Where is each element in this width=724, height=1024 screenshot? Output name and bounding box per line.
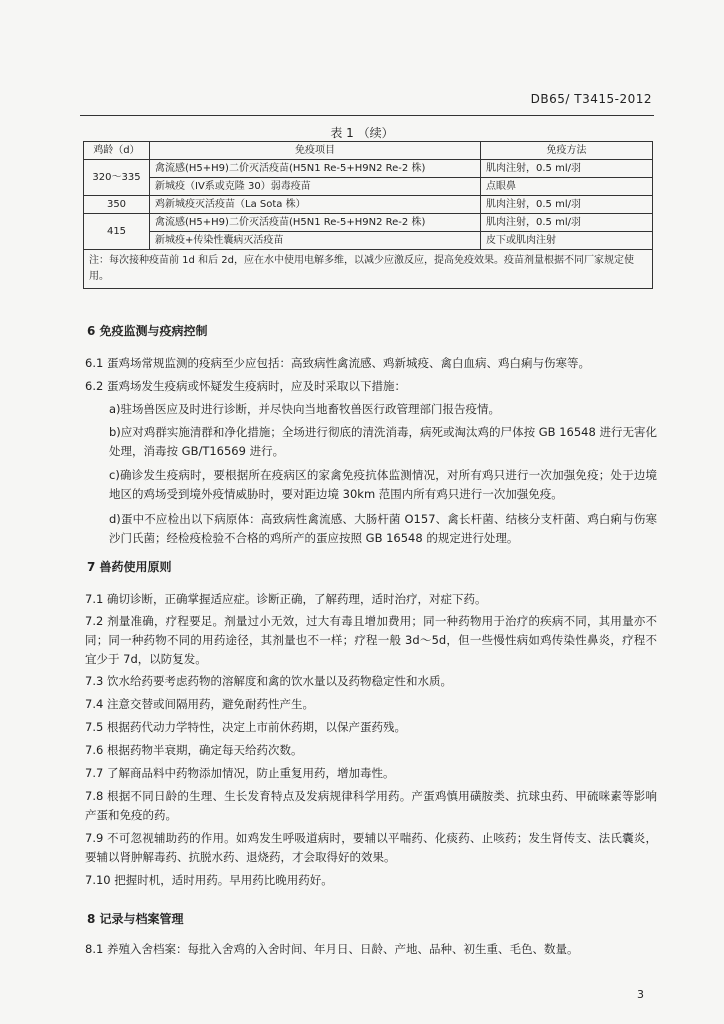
paragraph-7-4: 7.4 注意交替或间隔用药，避免耐药性产生。: [85, 697, 314, 711]
cell-method: 肌肉注射，0.5 ml/羽: [481, 196, 653, 214]
paragraph-7-7: 7.7 了解商品料中药物添加情况，防止重复用药，增加毒性。: [85, 766, 395, 780]
paragraph-7-9: 7.9 不可忽视辅助药的作用。如鸡发生呼吸道病时，要辅以平喘药、化痰药、止咳药；发生肾传支、法氏囊炎，要辅以肾肿解毒药、抗脱水药、退烧药，才会取得好的效果。: [85, 831, 657, 864]
cell-age: 415: [84, 214, 150, 250]
cell-vaccine: 新城疫+传染性囊病灭活疫苗: [150, 232, 481, 250]
table-row: [84, 196, 653, 214]
paragraph-7-3: 7.3 饮水给药要考虑药物的溶解度和禽的饮水量以及药物稳定性和水质。: [85, 674, 452, 688]
paragraph-7-10: 7.10 把握时机，适时用药。早用药比晚用药好。: [85, 873, 333, 887]
paragraph-6-1: 6.1 蛋鸡场常规监测的疫病至少应包括：高致病性禽流感、鸡新城疫、禽白血病、鸡白痢与伤寒等。: [85, 356, 590, 370]
table-note-row: [84, 250, 653, 289]
paragraph-7-2: 7.2 剂量准确，疗程要足。剂量过小无效，过大有毒且增加费用；同一种药物用于治疗的疾病不同，其用量亦不同；同一种药物不同的用药途径，其剂量也不一样；疗程一般 3d～5d，但一些慢性病如鸡传染性鼻炎，疗程不宜少于 7d，以防复发。: [85, 614, 657, 666]
paragraph-7-1: 7.1 确切诊断，正确掌握适应症。诊断正确，了解药理，适时治疗，对症下药。: [85, 592, 487, 606]
paragraph-7-6: 7.6 根据药物半衰期，确定每天给药次数。: [85, 743, 303, 757]
paragraph-6-2-c: c)确诊发生疫病时，要根据所在疫病区的家禽免疫抗体监测情况，对所有鸡只进行一次加强免疫；处于边境地区的鸡场受到境外疫情威胁时，要对距边境 30km 范围内所有鸡只进行一次加强免疫。: [109, 468, 657, 501]
section-8-title: 8 记录与档案管理: [87, 912, 184, 926]
section-7-title: 7 兽药使用原则: [87, 560, 172, 574]
cell-method: 皮下或肌肉注射: [481, 232, 653, 250]
cell-method: 点眼鼻: [481, 178, 653, 196]
paragraph-6-2: 6.2 蛋鸡场发生疫病或怀疑发生疫病时，应及时采取以下措施：: [85, 379, 406, 393]
paragraph-8-1: 8.1 养殖入舍档案：每批入舍鸡的入舍时间、年月日、日龄、产地、品种、初生重、毛色、数量。: [85, 942, 579, 956]
cell-vaccine: 禽流感(H5+H9)二价灭活疫苗(H5N1 Re-5+H9N2 Re-2 株): [150, 160, 481, 178]
paragraph-6-2-b: b)应对鸡群实施清群和净化措施；全场进行彻底的清洗消毒，病死或淘汰鸡的尸体按 GB 16548 进行无害化处理，消毒按 GB/T16569 进行。: [109, 425, 657, 458]
column-header-method: 免疫方法: [481, 142, 653, 160]
table-row: [84, 178, 653, 196]
cell-age: 350: [84, 196, 150, 214]
section-6-title: 6 免疫监测与疫病控制: [87, 324, 208, 338]
paragraph-7-8: 7.8 根据不同日龄的生理、生长发育特点及发病规律科学用药。产蛋鸡慎用磺胺类、抗球虫药、甲硫咪素等影响产蛋和免疫的药。: [85, 789, 657, 822]
paragraph-6-2-d: d)蛋中不应检出以下病原体：高致病性禽流感、大肠杆菌 O157、禽长杆菌、结核分支杆菌、鸡白痢与伤寒沙门氏菌；经检疫检验不合格的鸡所产的蛋应按照 GB 16548 的规定进行处理。: [109, 512, 657, 545]
cell-vaccine: 禽流感(H5+H9)二价灭活疫苗(H5N1 Re-5+H9N2 Re-2 株): [150, 214, 481, 232]
immunization-table: [83, 141, 653, 289]
table-caption: 表 1 （续）: [330, 126, 394, 140]
cell-vaccine: 新城疫（IV系或克隆 30）弱毒疫苗: [150, 178, 481, 196]
document-code: DB65/ T3415-2012: [530, 92, 652, 106]
paragraph-7-5: 7.5 根据药代动力学特性，决定上市前休药期，以保产蛋药残。: [85, 720, 406, 734]
page-number: 3: [637, 988, 644, 1001]
table-row: [84, 214, 653, 232]
table-row: [84, 232, 653, 250]
cell-method: 肌肉注射，0.5 ml/羽: [481, 214, 653, 232]
paragraph-6-2-a: a)驻场兽医应及时进行诊断，并尽快向当地畜牧兽医行政管理部门报告疫情。: [109, 402, 501, 416]
column-header-vaccine: 免疫项目: [150, 142, 481, 160]
column-header-age: 鸡龄（d）: [84, 142, 150, 160]
cell-vaccine: 鸡新城疫灭活疫苗（La Sota 株）: [150, 196, 481, 214]
cell-age: 320～335: [84, 160, 150, 196]
table-header-row: [84, 142, 653, 160]
table-note: 注：每次接种疫苗前 1d 和后 2d，应在水中使用电解多维，以减少应激反应，提高免疫效果。疫苗剂量根据不同厂家规定使用。: [84, 250, 653, 289]
header-rule: [80, 115, 654, 116]
table-row: [84, 160, 653, 178]
cell-method: 肌肉注射，0.5 ml/羽: [481, 160, 653, 178]
